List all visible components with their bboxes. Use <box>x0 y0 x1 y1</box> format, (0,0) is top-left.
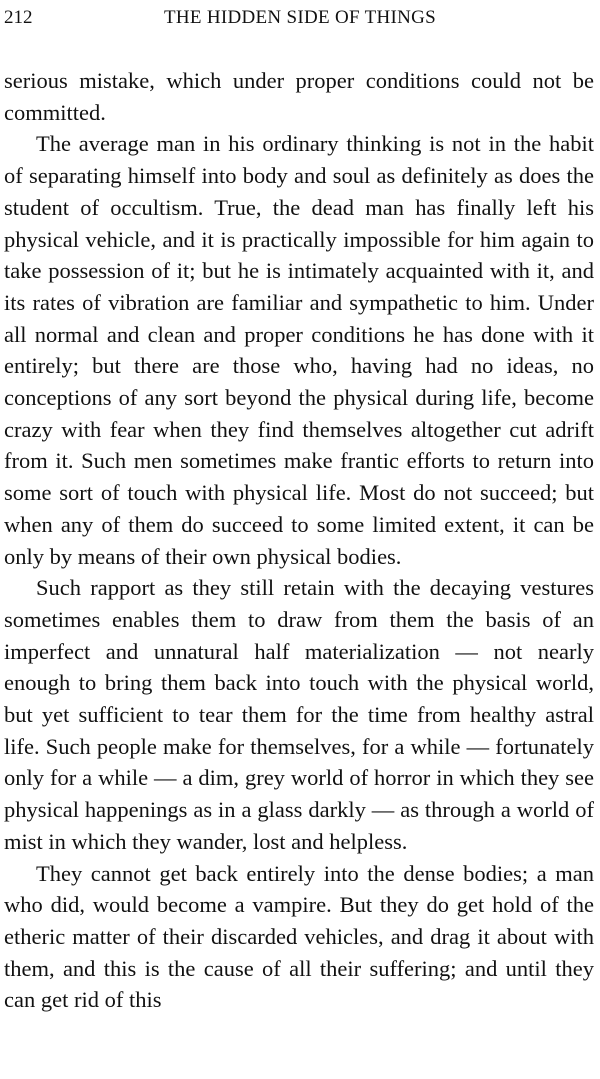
body-text <box>4 65 594 1016</box>
paragraph-continued: serious mistake, which under proper conditions could not be committed. <box>4 68 594 125</box>
page-number: 212 <box>4 7 33 28</box>
paragraph: Such rapport as they still retain with the decaying vestures sometimes enables them to draw from them the basis of an imperfect and unnatural half materialization — not nearly enough to bring them back into touch with the physical world, but yet sufficient to tear them for the time from healthy astral life. Such people make for themselves, for a while — fortunately only for a while — a dim, grey world of horror in which they see physical happenings as in a glass darkly — as through a world of mist in which they wander, lost and helpless. <box>4 575 594 854</box>
running-head: THE HIDDEN SIDE OF THINGS <box>163 7 437 28</box>
paragraph: The average man in his ordinary thinking is not in the habit of separating himself into body and soul as definitely as does the student of occultism. True, the dead man has finally left his physical vehicle, and it is practically impossible for him again to take possession of it; but he is intimately acquainted with it, and its rates of vibration are familiar and sympathetic to him. Under all normal and clean and proper conditions he has done with it entirely; but there are those who, having had no ideas, no conceptions of any sort beyond the physical during life, become crazy with fear when they find themselves altogether cut adrift from it. Such men sometimes make frantic efforts to return into some sort of touch with physical life. Most do not succeed; but when any of them do succeed to some limited extent, it can be only by means of their own physical bodies. <box>4 131 594 569</box>
paragraph: They cannot get back entirely into the dense bodies; a man who did, would become a vampire. But they do get hold of the etheric matter of their discarded vehicles, and drag it about with them, and this is the cause of all their suffering; and until they can get rid of this <box>4 860 594 1013</box>
page-header <box>4 6 596 30</box>
